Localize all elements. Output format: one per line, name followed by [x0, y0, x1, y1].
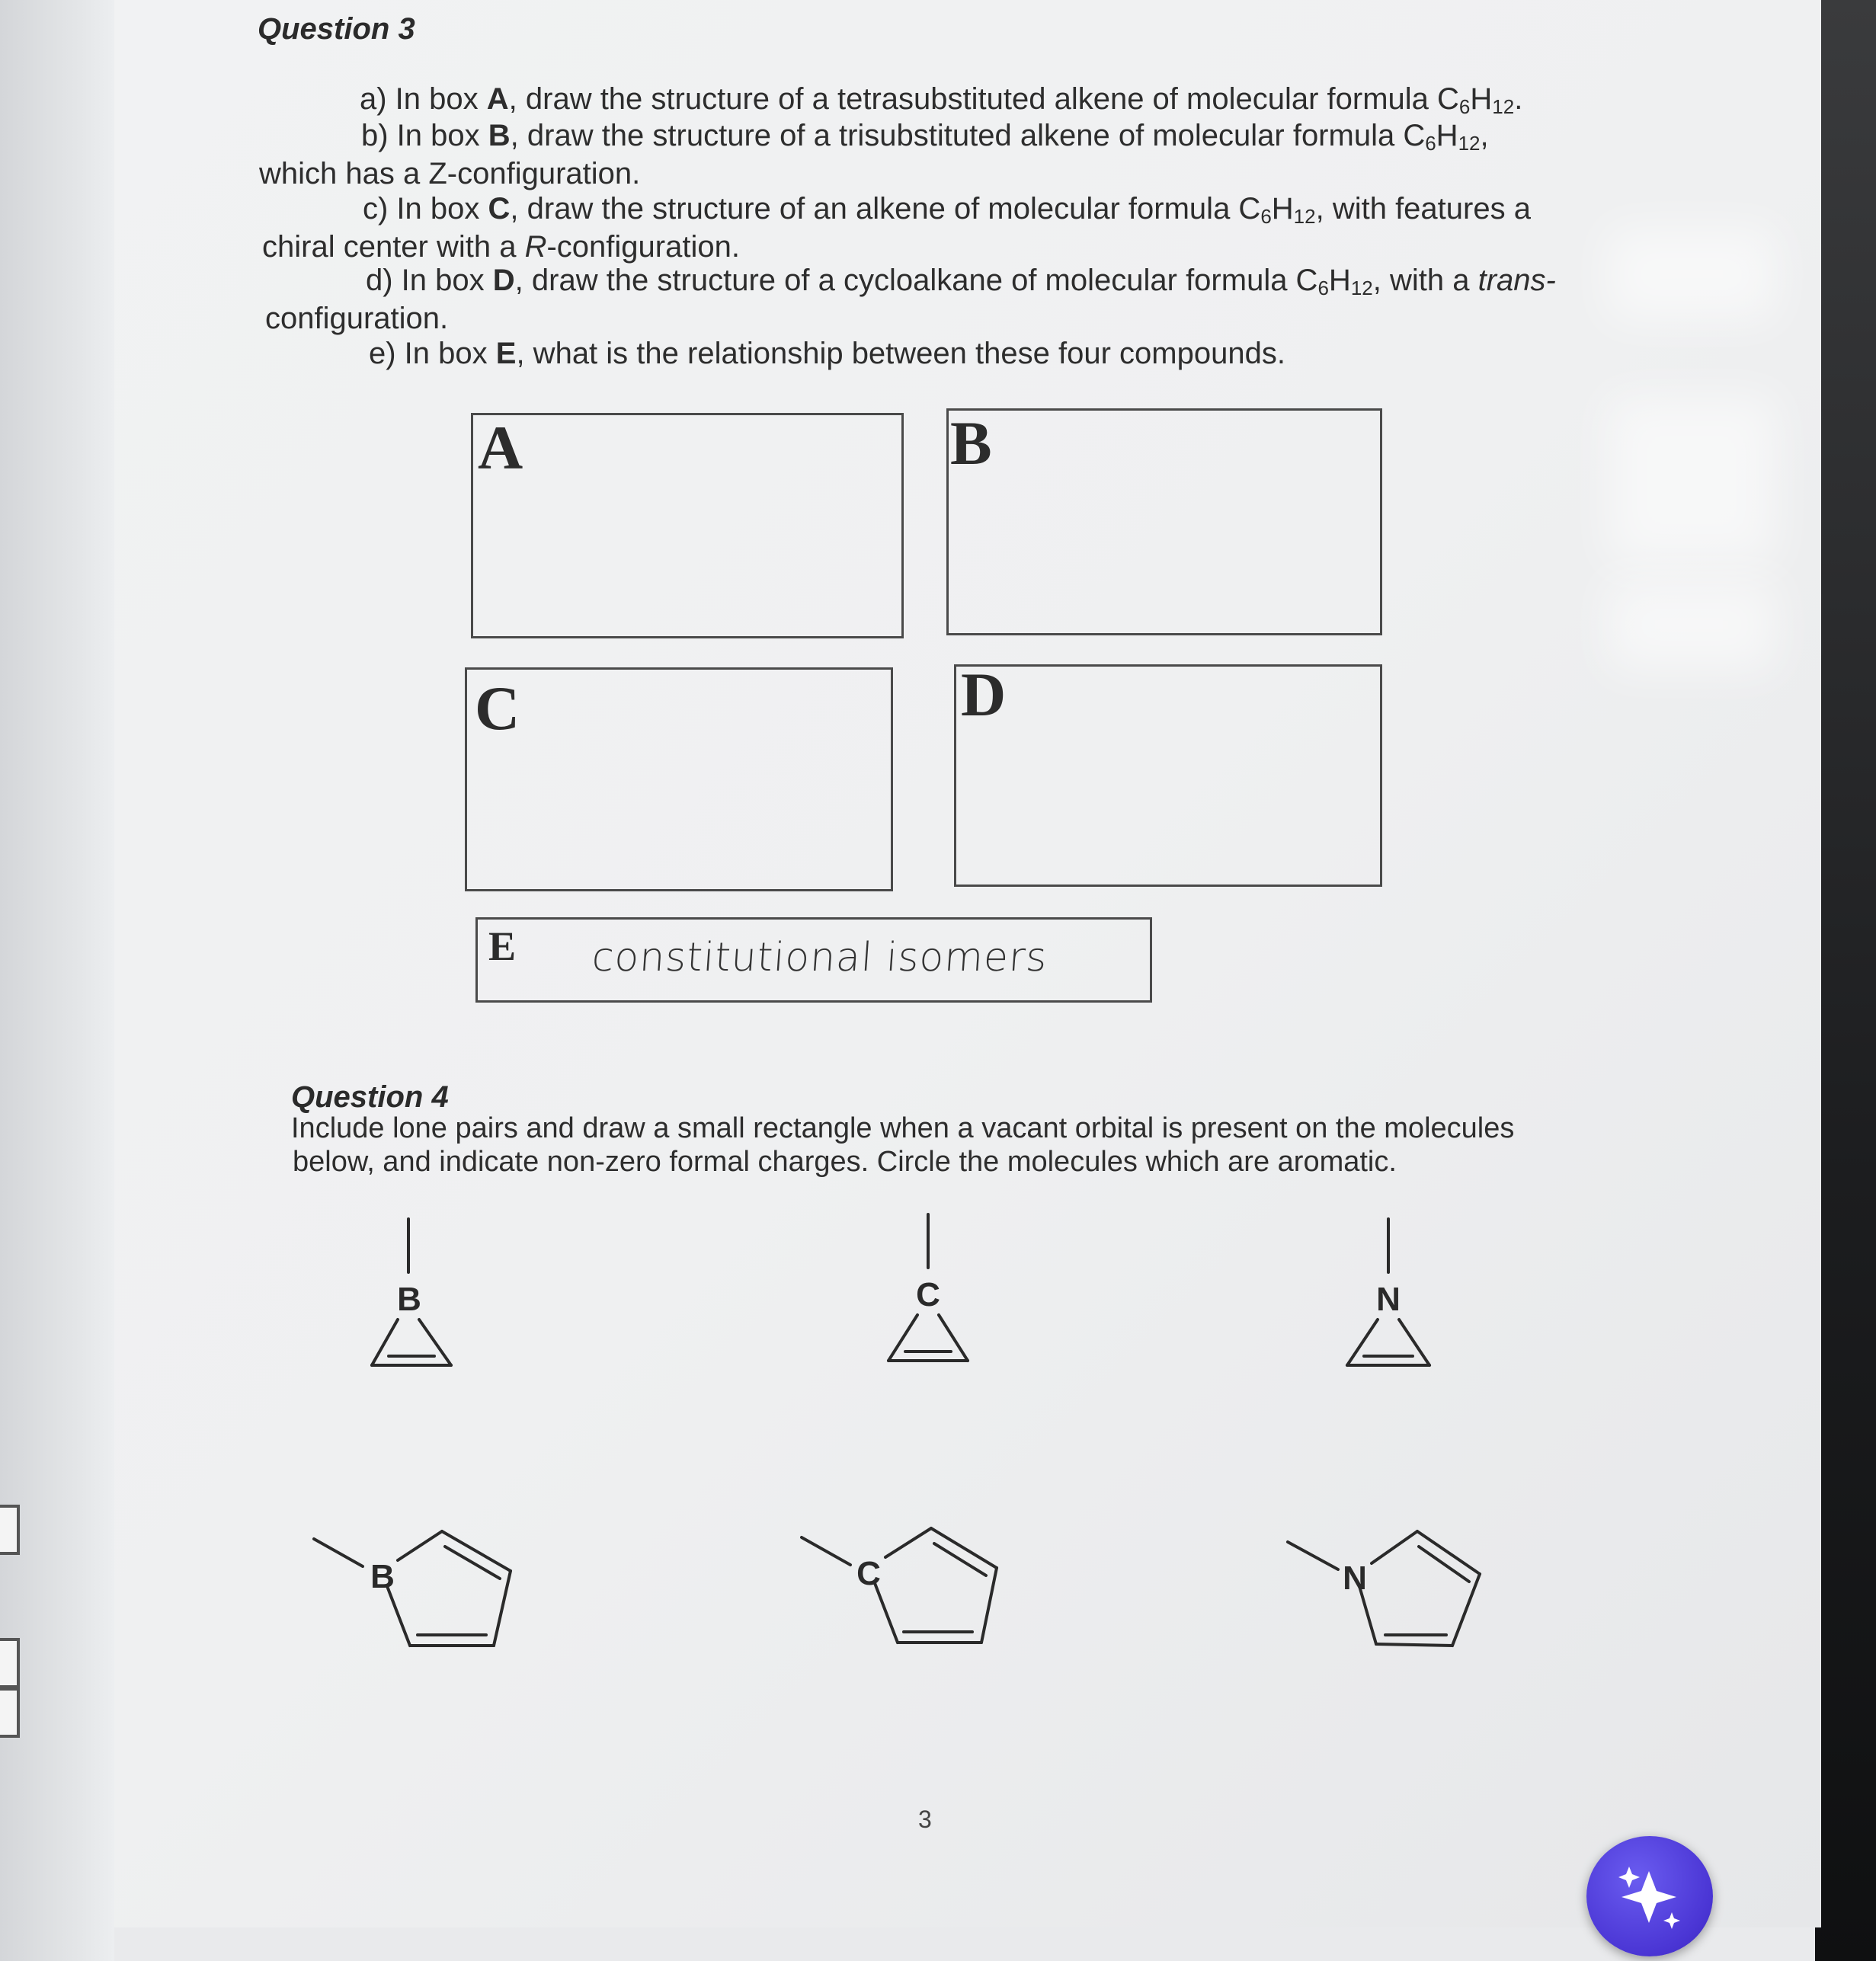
question3-part-d-line2: configuration. [265, 302, 449, 335]
question4-title: Question 4 [291, 1080, 449, 1114]
molecule-pyrrole [1288, 1531, 1480, 1646]
box-label: C [475, 673, 520, 743]
atom-label: N [1343, 1560, 1367, 1597]
atom-label: B [397, 1281, 421, 1318]
box-label: A [478, 413, 523, 482]
box-label: E [488, 923, 517, 969]
question3-part-d: d) In box D, draw the structure of a cycloalkane of molecular formula $C_6H_{12}$, with a trans- [366, 264, 1556, 299]
question3-part-c: c) In box C, draw the structure of an alkene of molecular formula $C_6H_{12}$, with features a [363, 192, 1531, 228]
molecule-borole [314, 1531, 511, 1646]
atom-label: C [856, 1555, 881, 1592]
question4-line1: Include lone pairs and draw a small rectangle when a vacant orbital is present on the molecules [291, 1112, 1515, 1144]
page-number: 3 [918, 1806, 932, 1833]
question3-part-b: b) In box B, draw the structure of a trisubstituted alkene of molecular formula $C_6H_{12}$, [361, 119, 1489, 155]
question3-title: Question 3 [258, 12, 415, 46]
box-label: D [961, 660, 1007, 729]
atom-label: B [370, 1558, 395, 1595]
box-label: B [950, 408, 992, 478]
question3-part-e: e) In box E, what is the relationship between these four compounds. [369, 337, 1285, 370]
handwritten-answer: constitutional isomers [590, 935, 1049, 980]
ai-assistant-button[interactable] [1586, 1836, 1713, 1956]
question3-part-c-line2: chiral center with a R-configuration. [262, 230, 740, 264]
question4-line2: below, and indicate non-zero formal charges. Circle the molecules which are aromatic. [293, 1146, 1397, 1178]
atom-label: C [916, 1276, 940, 1313]
question3-part-a: a) In box A, draw the structure of a tetrasubstituted alkene of molecular formula $C_6H_{12}$. [360, 82, 1523, 118]
atom-label: N [1376, 1281, 1401, 1318]
sparkles-icon [1586, 1836, 1713, 1956]
molecule-cyclopentadienyl [802, 1528, 997, 1643]
question3-part-b-line2: which has a Z-configuration. [259, 157, 641, 190]
